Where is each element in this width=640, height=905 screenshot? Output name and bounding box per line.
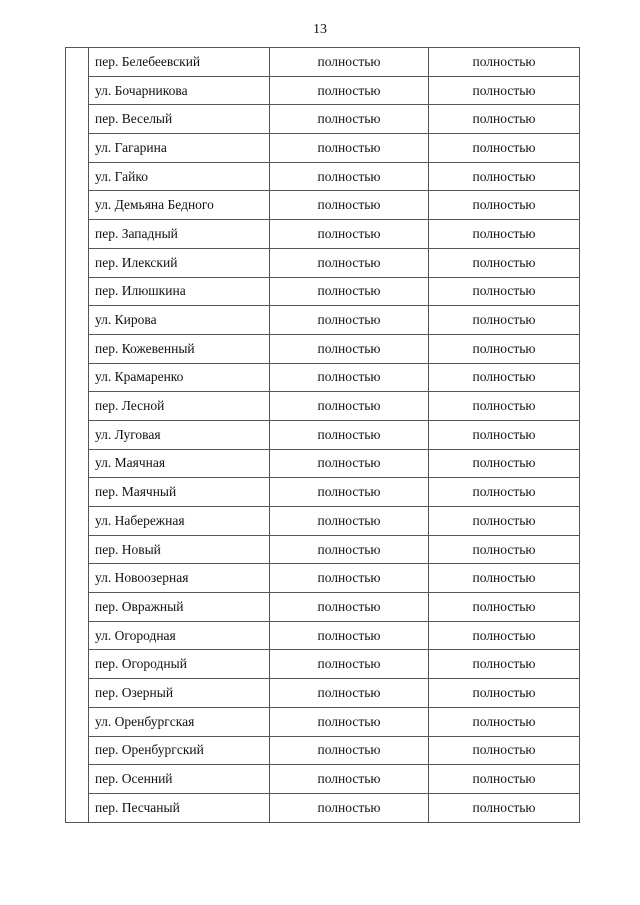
- table-row: [66, 707, 580, 736]
- row-number-cell: [66, 363, 89, 392]
- coverage-cell-2: полностью: [429, 334, 580, 363]
- coverage-cell-2: полностью: [429, 564, 580, 593]
- coverage-cell-1: полностью: [270, 736, 429, 765]
- street-name-cell: ул. Набережная: [89, 507, 270, 536]
- row-number-cell: [66, 507, 89, 536]
- coverage-cell-2: полностью: [429, 248, 580, 277]
- row-number-cell: [66, 593, 89, 622]
- street-name-cell: ул. Гайко: [89, 162, 270, 191]
- coverage-cell-1: полностью: [270, 650, 429, 679]
- table-row: [66, 564, 580, 593]
- streets-table: [65, 47, 580, 823]
- street-name-cell: пер. Песчаный: [89, 793, 270, 822]
- coverage-cell-2: полностью: [429, 134, 580, 163]
- row-number-cell: [66, 420, 89, 449]
- table-row: [66, 134, 580, 163]
- street-name-cell: пер. Западный: [89, 220, 270, 249]
- table-row: [66, 392, 580, 421]
- coverage-cell-2: полностью: [429, 736, 580, 765]
- coverage-cell-1: полностью: [270, 134, 429, 163]
- coverage-cell-2: полностью: [429, 162, 580, 191]
- row-number-cell: [66, 248, 89, 277]
- street-name-cell: пер. Оренбургский: [89, 736, 270, 765]
- coverage-cell-2: полностью: [429, 420, 580, 449]
- coverage-cell-1: полностью: [270, 191, 429, 220]
- coverage-cell-1: полностью: [270, 449, 429, 478]
- coverage-cell-2: полностью: [429, 478, 580, 507]
- row-number-cell: [66, 564, 89, 593]
- street-name-cell: пер. Маячный: [89, 478, 270, 507]
- street-name-cell: ул. Бочарникова: [89, 76, 270, 105]
- coverage-cell-2: полностью: [429, 679, 580, 708]
- coverage-cell-2: полностью: [429, 535, 580, 564]
- street-name-cell: пер. Новый: [89, 535, 270, 564]
- table-row: [66, 105, 580, 134]
- coverage-cell-1: полностью: [270, 793, 429, 822]
- coverage-cell-1: полностью: [270, 707, 429, 736]
- coverage-cell-2: полностью: [429, 650, 580, 679]
- row-number-cell: [66, 48, 89, 77]
- coverage-cell-1: полностью: [270, 420, 429, 449]
- row-number-cell: [66, 306, 89, 335]
- table-row: [66, 162, 580, 191]
- page-number: 13: [313, 22, 327, 37]
- street-name-cell: ул. Крамаренко: [89, 363, 270, 392]
- row-number-cell: [66, 650, 89, 679]
- coverage-cell-1: полностью: [270, 248, 429, 277]
- row-number-cell: [66, 392, 89, 421]
- coverage-cell-1: полностью: [270, 363, 429, 392]
- street-name-cell: ул. Новоозерная: [89, 564, 270, 593]
- table-row: [66, 621, 580, 650]
- coverage-cell-1: полностью: [270, 621, 429, 650]
- coverage-cell-2: полностью: [429, 76, 580, 105]
- street-name-cell: ул. Луговая: [89, 420, 270, 449]
- row-number-cell: [66, 478, 89, 507]
- coverage-cell-1: полностью: [270, 334, 429, 363]
- table-row: [66, 248, 580, 277]
- row-number-cell: [66, 134, 89, 163]
- coverage-cell-1: полностью: [270, 535, 429, 564]
- table-row: [66, 334, 580, 363]
- coverage-cell-2: полностью: [429, 793, 580, 822]
- row-number-cell: [66, 535, 89, 564]
- street-name-cell: ул. Гагарина: [89, 134, 270, 163]
- table-row: [66, 363, 580, 392]
- street-name-cell: пер. Белебеевский: [89, 48, 270, 77]
- street-name-cell: пер. Озерный: [89, 679, 270, 708]
- table-row: [66, 191, 580, 220]
- street-name-cell: ул. Огородная: [89, 621, 270, 650]
- coverage-cell-1: полностью: [270, 507, 429, 536]
- table-row: [66, 48, 580, 77]
- row-number-cell: [66, 162, 89, 191]
- coverage-cell-2: полностью: [429, 707, 580, 736]
- row-number-cell: [66, 277, 89, 306]
- table-row: [66, 535, 580, 564]
- street-name-cell: ул. Маячная: [89, 449, 270, 478]
- street-name-cell: ул. Оренбургская: [89, 707, 270, 736]
- coverage-cell-1: полностью: [270, 593, 429, 622]
- row-number-cell: [66, 793, 89, 822]
- coverage-cell-2: полностью: [429, 277, 580, 306]
- row-number-cell: [66, 449, 89, 478]
- coverage-cell-2: полностью: [429, 593, 580, 622]
- coverage-cell-1: полностью: [270, 478, 429, 507]
- coverage-cell-1: полностью: [270, 48, 429, 77]
- coverage-cell-1: полностью: [270, 277, 429, 306]
- coverage-cell-2: полностью: [429, 621, 580, 650]
- coverage-cell-2: полностью: [429, 363, 580, 392]
- coverage-cell-1: полностью: [270, 679, 429, 708]
- coverage-cell-2: полностью: [429, 306, 580, 335]
- street-name-cell: пер. Илекский: [89, 248, 270, 277]
- coverage-cell-2: полностью: [429, 507, 580, 536]
- table-row: [66, 593, 580, 622]
- coverage-cell-1: полностью: [270, 162, 429, 191]
- row-number-cell: [66, 621, 89, 650]
- row-number-cell: [66, 334, 89, 363]
- table-row: [66, 420, 580, 449]
- coverage-cell-2: полностью: [429, 220, 580, 249]
- street-name-cell: пер. Кожевенный: [89, 334, 270, 363]
- streets-table-body: [66, 48, 580, 823]
- coverage-cell-2: полностью: [429, 191, 580, 220]
- street-name-cell: пер. Овражный: [89, 593, 270, 622]
- street-name-cell: ул. Кирова: [89, 306, 270, 335]
- table-row: [66, 306, 580, 335]
- coverage-cell-1: полностью: [270, 765, 429, 794]
- street-name-cell: ул. Демьяна Бедного: [89, 191, 270, 220]
- coverage-cell-1: полностью: [270, 392, 429, 421]
- row-number-cell: [66, 220, 89, 249]
- table-row: [66, 793, 580, 822]
- street-name-cell: пер. Осенний: [89, 765, 270, 794]
- row-number-cell: [66, 76, 89, 105]
- street-name-cell: пер. Илюшкина: [89, 277, 270, 306]
- row-number-cell: [66, 765, 89, 794]
- table-row: [66, 220, 580, 249]
- table-row: [66, 736, 580, 765]
- coverage-cell-2: полностью: [429, 449, 580, 478]
- table-row: [66, 478, 580, 507]
- row-number-cell: [66, 707, 89, 736]
- table-row: [66, 679, 580, 708]
- coverage-cell-1: полностью: [270, 306, 429, 335]
- row-number-cell: [66, 679, 89, 708]
- table-row: [66, 507, 580, 536]
- coverage-cell-2: полностью: [429, 48, 580, 77]
- coverage-cell-1: полностью: [270, 76, 429, 105]
- table-row: [66, 76, 580, 105]
- street-name-cell: пер. Веселый: [89, 105, 270, 134]
- row-number-cell: [66, 736, 89, 765]
- coverage-cell-2: полностью: [429, 765, 580, 794]
- table-row: [66, 650, 580, 679]
- coverage-cell-2: полностью: [429, 392, 580, 421]
- street-name-cell: пер. Лесной: [89, 392, 270, 421]
- coverage-cell-1: полностью: [270, 220, 429, 249]
- coverage-cell-1: полностью: [270, 105, 429, 134]
- table-row: [66, 765, 580, 794]
- table-row: [66, 277, 580, 306]
- row-number-cell: [66, 105, 89, 134]
- coverage-cell-1: полностью: [270, 564, 429, 593]
- street-name-cell: пер. Огородный: [89, 650, 270, 679]
- coverage-cell-2: полностью: [429, 105, 580, 134]
- table-row: [66, 449, 580, 478]
- row-number-cell: [66, 191, 89, 220]
